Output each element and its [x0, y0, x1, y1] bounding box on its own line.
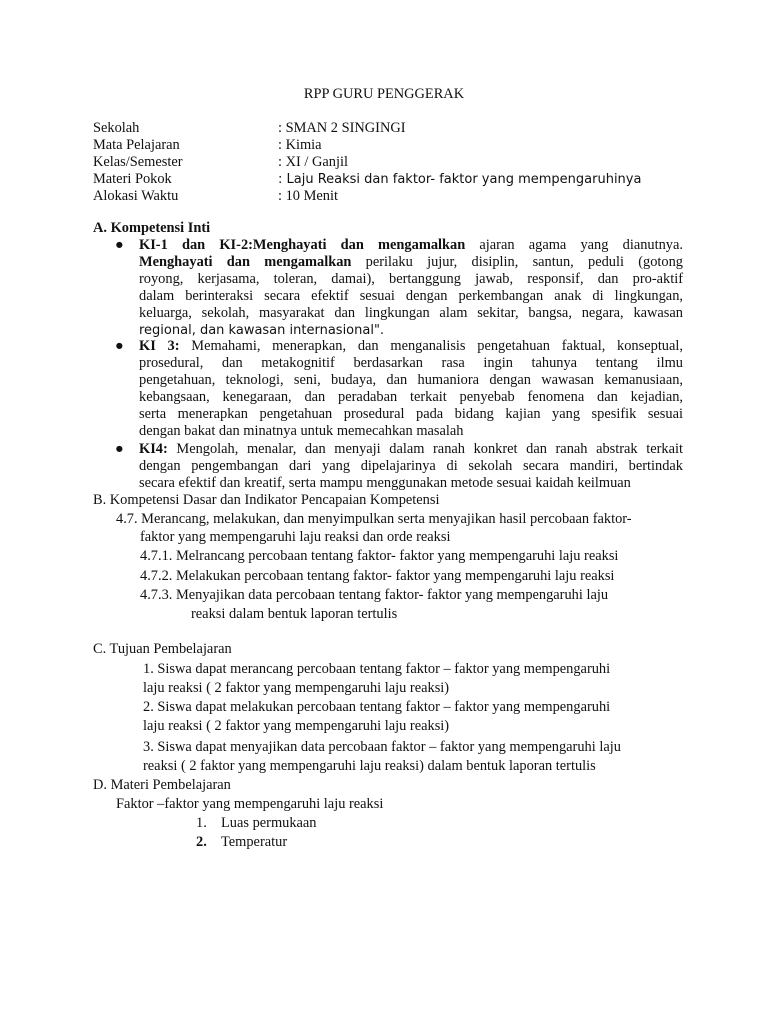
materi-item-1-num: 1. — [196, 815, 207, 831]
kd-line-1: 4.7. Merancang, melakukan, dan menyimpulkan serta menyajikan hasil percobaan faktor- — [116, 511, 632, 527]
ki1-lead: KI-1 dan KI-2:Menghayati dan mengamalkan — [139, 237, 466, 253]
tujuan-2-line-2: laju reaksi ( 2 faktor yang mempengaruhi laju reaksi) — [143, 718, 450, 734]
section-c-heading: C. Tujuan Pembelajaran — [93, 641, 232, 657]
bullet-icon: ● — [115, 237, 124, 253]
identity-label-kelas: Kelas/Semester — [93, 154, 183, 170]
ki3-line6: dengan bakat dan minatnya untuk memecahkan masalah — [139, 423, 464, 439]
indicator-3-line-1: 4.7.3. Menyajikan data percobaan tentang faktor- faktor yang mempengaruhi laju — [140, 587, 609, 603]
indicator-1: 4.7.1. Melrancang percobaan tentang faktor- faktor yang mempengaruhi laju reaksi — [140, 548, 619, 564]
tujuan-1-line-1: 1. Siswa dapat merancang percobaan tentang faktor – faktor yang mempengaruhi — [143, 661, 611, 677]
ki3-line4: kebangsaan, kenegaraan, dan peradaban terkait penyebab fenomena dan kejadian, — [139, 389, 683, 405]
ki1-line1: ajaran agama yang dianutnya. — [465, 237, 683, 253]
identity-label-alokasi: Alokasi Waktu — [93, 188, 179, 204]
ki3-line5: serta menerapkan pengetahuan prosedural pada bidang kajian yang spesifik sesuai — [139, 406, 683, 422]
tujuan-3-line-1: 3. Siswa dapat menyajikan data percobaan faktor – faktor yang mempengaruhi laju — [143, 739, 621, 755]
ki1-line6: regional, dan kawasan internasional". — [139, 323, 385, 338]
ki1-line2: perilaku jujur, disiplin, santun, peduli (gotong — [351, 254, 683, 270]
indicator-2: 4.7.2. Melakukan percobaan tentang faktor- faktor yang mempengaruhi laju reaksi — [140, 568, 615, 584]
section-a-heading: A. Kompetensi Inti — [93, 220, 211, 236]
ki3-line2: prosedural, dan metakognitif berdasarkan rasa ingin tahunya tentang ilmu — [139, 355, 683, 371]
materi-item-2-text: Temperatur — [221, 834, 288, 850]
section-d-heading: D. Materi Pembelajaran — [93, 777, 231, 793]
ki3-lead: KI 3: — [139, 338, 180, 354]
ki4-line1: Mengolah, menalar, dan menyaji dalam ranah konkret dan ranah abstrak terkait — [167, 441, 683, 457]
tujuan-2-line-1: 2. Siswa dapat melakukan percobaan tentang faktor – faktor yang mempengaruhi — [143, 699, 611, 715]
ki-4-item — [93, 441, 683, 492]
materi-item-2-num: 2. — [196, 834, 207, 850]
identity-value-alokasi: : 10 Menit — [278, 188, 338, 204]
materi-intro: Faktor –faktor yang mempengaruhi laju reaksi — [116, 796, 384, 812]
ki-3-item — [93, 338, 683, 440]
ki1-line2-bold: Menghayati dan mengamalkan — [139, 254, 352, 270]
identity-label-materi: Materi Pokok — [93, 171, 172, 187]
bullet-icon: ● — [115, 338, 124, 354]
identity-value-materi: : Laju Reaksi dan faktor- faktor yang mempengaruhinya — [278, 172, 642, 187]
ki1-line4: dalam berinteraksi secara efektif sesuai dengan perkembangan anak di lingkungan, — [139, 288, 683, 304]
ki4-line2: dengan pengembangan dari yang dipelajarinya di sekolah secara mandiri, bertindak — [139, 458, 683, 474]
section-b-heading: B. Kompetensi Dasar dan Indikator Pencapaian Kompetensi — [93, 492, 440, 508]
identity-value-mapel: : Kimia — [278, 137, 322, 153]
identity-label-sekolah: Sekolah — [93, 120, 140, 136]
ki4-lead: KI4: — [139, 441, 168, 457]
ki3-line1: Memahami, menerapkan, dan menganalisis pengetahuan faktual, konseptual, — [179, 338, 683, 354]
identity-value-kelas: : XI / Ganjil — [278, 154, 348, 170]
identity-label-mapel: Mata Pelajaran — [93, 137, 180, 153]
ki3-line3: pengetahuan, teknologi, seni, budaya, dan humaniora dengan wawasan kemanusiaan, — [139, 372, 683, 388]
materi-item-1-text: Luas permukaan — [221, 815, 317, 831]
ki1-line5: keluarga, sekolah, masyarakat dan lingkungan alam sekitar, bangsa, negara, kawasan — [139, 305, 683, 321]
bullet-icon: ● — [115, 441, 124, 457]
tujuan-3-line-2: reaksi ( 2 faktor yang mempengaruhi laju reaksi) dalam bentuk laporan tertulis — [143, 758, 596, 774]
indicator-3-line-2: reaksi dalam bentuk laporan tertulis — [191, 606, 398, 622]
document-title: RPP GURU PENGGERAK — [303, 86, 465, 102]
ki1-line3: royong, kerjasama, toleran, damai), bertanggung jawab, responsif, dan pro-aktif — [139, 271, 683, 287]
ki-1-2-item — [93, 237, 683, 339]
ki4-line3: secara efektif dan kreatif, serta mampu menggunakan metode sesuai kaidah keilmuan — [139, 475, 631, 491]
tujuan-1-line-2: laju reaksi ( 2 faktor yang mempengaruhi laju reaksi) — [143, 680, 450, 696]
kd-line-2: faktor yang mempengaruhi laju reaksi dan orde reaksi — [140, 529, 451, 545]
identity-value-sekolah: : SMAN 2 SINGINGI — [278, 120, 406, 136]
